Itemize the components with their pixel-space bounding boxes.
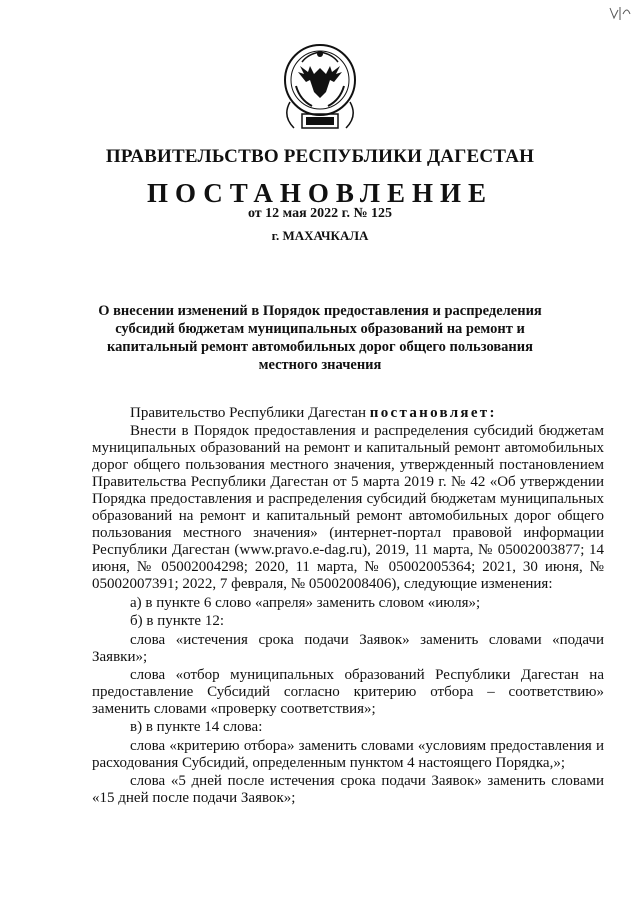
city: г. МАХАЧКАЛА (271, 228, 369, 243)
body-paragraph: б) в пункте 12: (130, 613, 224, 630)
body-paragraph: Внести в Порядок предоставления и распределения субсидий бюджетам муниципальных образований на ремонт и капитальный ремонт автомобильных дорог общего пользования местного значения, утвержденный постановлением Правительства Республики Дагестан от 5 марта 2019 г. № 42 «Об утверждении Порядка предоставления и распределения субсидий бюджетам муниципальных образований на ремонт и капитальный ремонт автомобильных дорог общего пользования местного значения» (интернет-портал правовой информации Республики Дагестан (www.pravo.e-dag.ru), 2019, 11 марта, № 05002003877; 14 июня, № 05002004298; 2020, 11 марта, № 05002005364; 2021, 30 июня, № 05002007391; 2022, 7 февраля, № 05002008406), следующие изменения: (92, 423, 604, 593)
government-name: ПРАВИТЕЛЬСТВО РЕСПУБЛИКИ ДАГЕСТАН (105, 146, 535, 167)
document-type: ПОСТАНОВЛЕНИЕ (146, 178, 494, 208)
body-paragraph: а) в пункте 6 слово «апреля» заменить словом «июля»; (130, 594, 481, 611)
document-body (92, 405, 604, 809)
body-paragraph: слова «истечения срока подачи Заявок» заменить словами «подачи Заявки»; (92, 631, 604, 665)
body-paragraph: слова «5 дней после истечения срока подачи Заявок» заменить словами «15 дней после подачи Заявок»; (92, 773, 604, 807)
date-and-number: от 12 мая 2022 г. № 125 (247, 206, 393, 221)
intro-paragraph (92, 405, 604, 422)
intro-lead: Правительство Республики Дагестан (130, 405, 370, 421)
intro-emphasis: постановляет: (369, 405, 497, 421)
coat-of-arms-icon (276, 40, 364, 136)
body-paragraph: слова «критерию отбора» заменить словами «условиям предоставления и расходования Субсидий, определенным пунктом 4 настоящего Порядка,»; (92, 737, 604, 771)
document-title: О внесении изменений в Порядок предоставления и распределения субсидий бюджетам муниципальных образований на ремонт и капитальный ремонт автомобильных дорог общего пользования местного значения (98, 303, 542, 373)
handwritten-mark-icon (608, 4, 634, 24)
body-paragraph: слова «отбор муниципальных образований Республики Дагестан на предоставление Субсидий согласно критерию отбора – соответствию» заменить словами «проверку соответствия»; (92, 666, 604, 717)
body-paragraph: в) в пункте 14 слова: (130, 719, 263, 736)
